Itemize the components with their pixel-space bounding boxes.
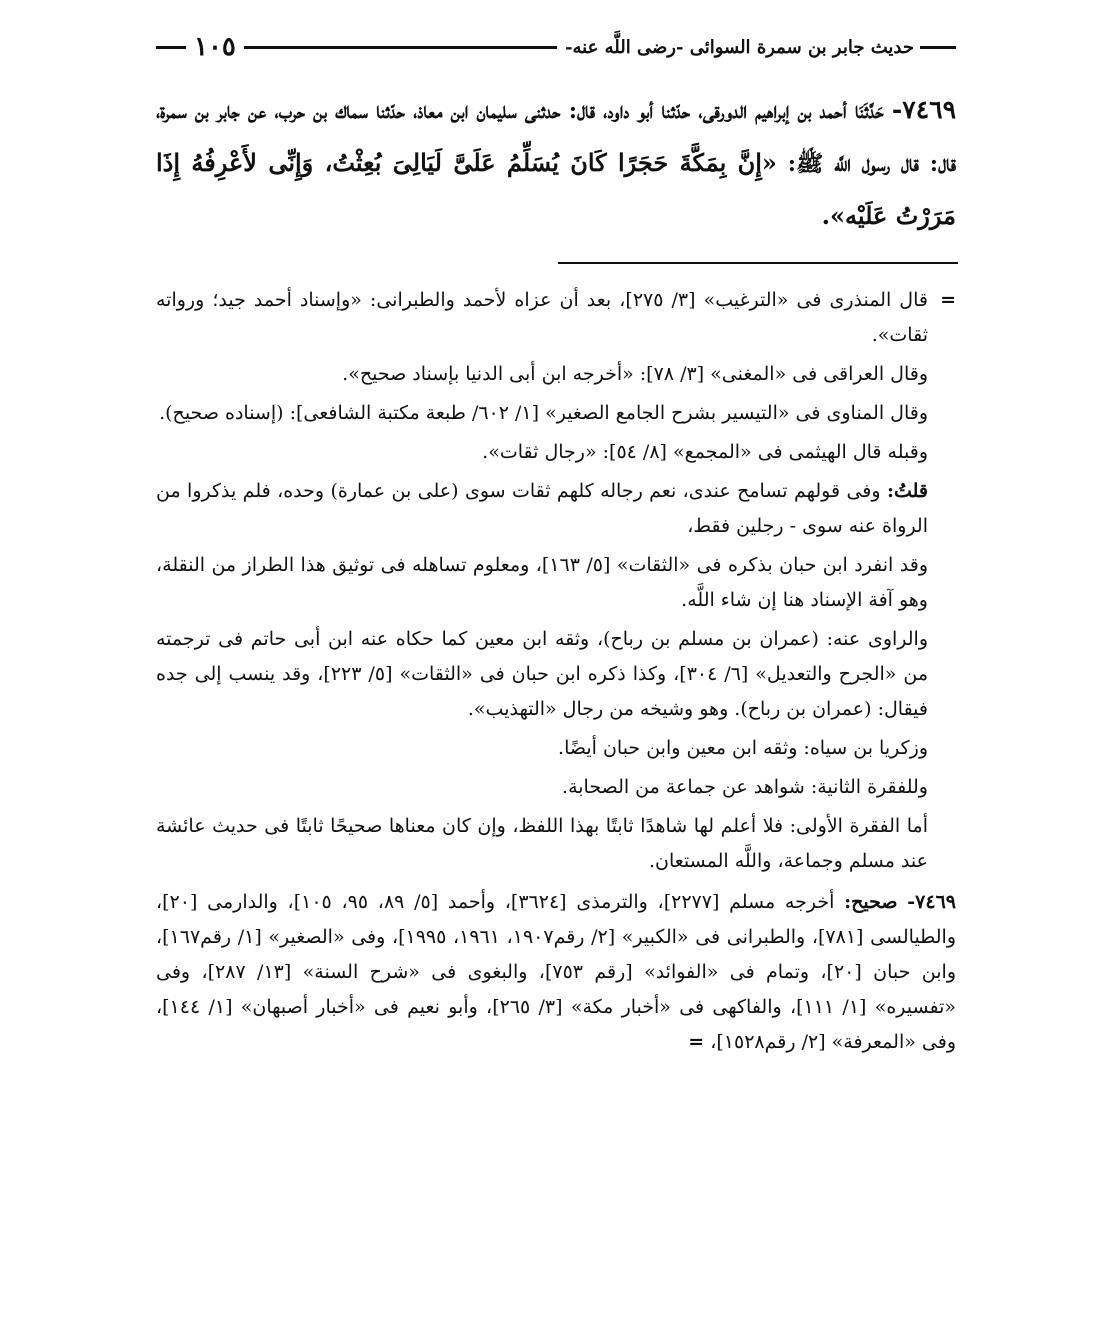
footnote-text: وقال المناوى فى «التيسير بشرح الجامع الصغير» [١/ ٦٠٢/ طبعة مكتبة الشافعى]: (إسناده صحيح). — [159, 402, 928, 424]
footnote-text: والراوى عنه: (عمران بن مسلم بن رباح)، وثقه ابن معين كما حكاه عنه ابن أبى حاتم فى ترجمته من «الجرح والتعديل» [٦/ ٣٠٤]، وكذا ذكره ابن حبان فى «الثقات» [٥/ ٢٢٣]، وقد ينسب إلى جده فيقال: (عمران بن رباح). وهو وشيخه من رجال «التهذيب». — [156, 628, 928, 720]
hadith-matn: «إِنَّ بِمَكَّةَ حَجَرًا كَانَ يُسَلِّمُ عَلَىَّ لَيَالِىَ بُعِثْتُ، وَإِنِّى لأَعْرِفُهُ إِذَا مَرَرْتُ عَلَيْه». — [156, 148, 956, 230]
footnote-paragraph — [156, 474, 956, 544]
footnote-paragraph — [156, 435, 956, 470]
takhrij-text: أخرجه مسلم [٢٢٧٧]، والترمذى [٣٦٢٤]، وأحمد [٥/ ٨٩، ٩٥، ١٠٥]، والدارمى [٢٠]، والطيالسى [٧٨١]، والطبرانى فى «الكبير» [٢/ رقم١٩٠٧، ١٩٦١، ١٩٩٥]، وفى «الصغير» [١/ رقم١٦٧]، وابن حبان [٢٠]، وتمام فى «الفوائد» [رقم ٧٥٣]، والبغوى فى «شرح السنة» [١٣/ ٢٨٧]، وفى «تفسيره» [١/ ١١١]، والفاكهى فى «أخبار مكة» [٣/ ٢٦٥]، وأبو نعيم فى «أخبار أصبهان» [١/ ١٤٤]، وفى «المعرفة» [٢/ رقم١٥٢٨]، — [156, 891, 957, 1053]
footnote-text: قال المنذرى فى «الترغيب» [٣/ ٢٧٥]، بعد أن عزاه لأحمد والطبرانى: «وإسناد أحمد جيد؛ ورواته ثقات». — [156, 289, 928, 346]
hadith-haddathana: حَدَّثَنَا — [854, 98, 884, 124]
qultu-lead: قلتُ: — [886, 480, 928, 502]
takhrij-paragraph — [156, 885, 956, 1060]
footnote-text: وللفقرة الثانية: شواهد عن جماعة من الصحابة. — [562, 776, 928, 798]
footnote-text: وقد انفرد ابن حبان بذكره فى «الثقات» [٥/ ١٦٣]، ومعلوم تساهله فى توثيق هذا الطراز من النقلة، وهو آفة الإسناد هنا إن شاء اللَّه. — [156, 554, 928, 611]
footnote-paragraph — [156, 283, 956, 353]
footnote-paragraph — [156, 770, 956, 805]
continuation-marker: = — [940, 289, 956, 311]
footnote-text: وفى قولهم تسامح عندى، نعم رجاله كلهم ثقات سوى (على بن عمارة) وحده، فلم يذكروا من الرواة عنه سوى - رجلين فقط، — [156, 480, 928, 537]
footnote-text: وقال العراقى فى «المغنى» [٣/ ٧٨]: «أخرجه ابن أبى الدنيا بإسناد صحيح». — [342, 363, 928, 385]
takhrij-grade: صحيح: — [844, 891, 898, 913]
footnote-separator — [558, 262, 958, 264]
running-header — [156, 30, 956, 64]
footnote-paragraph — [156, 548, 956, 618]
page-number: ١٠٥ — [194, 32, 236, 62]
hadith-text — [156, 84, 956, 243]
header-dash-right — [920, 46, 956, 49]
header-rule — [244, 46, 557, 49]
footnote-paragraph — [156, 622, 956, 727]
footnote-paragraph — [156, 357, 956, 392]
hadith-number: ٧٤٦٩- — [891, 95, 956, 124]
footnote-text: وزكريا بن سياه: وثقه ابن معين وابن حبان أيضًا. — [558, 737, 928, 759]
footnote-paragraph — [156, 396, 956, 431]
footnote-text: أما الفقرة الأولى: فلا أعلم لها شاهدًا ثابتًا بهذا اللفظ، وإن كان معناها صحيحًا ثابتًا فى حديث عائشة عند مسلم وجماعة، واللَّه المستعان. — [156, 815, 928, 872]
footnotes — [156, 283, 956, 1064]
takhrij-number: ٧٤٦٩- — [907, 891, 956, 913]
footnote-text: وقبله قال الهيثمى فى «المجمع» [٨/ ٥٤]: «رجال ثقات». — [482, 441, 928, 463]
header-title: حديث جابر بن سمرة السوائى -رضى اللَّه عنه- — [565, 36, 914, 58]
footnote-paragraph — [156, 731, 956, 766]
header-dash-left — [156, 46, 186, 49]
footnote-paragraph — [156, 809, 956, 879]
hadith-isnad: أحمد بن إبراهيم الدورقى، حدّثنا أبو داود، قال: حدثنى سليمان ابن معاذ، حدّثنا سماك بن حرب، عن جابر بن سمرة، قال: قال رسول اللَّه ﷺ: — [156, 98, 957, 177]
takhrij-continuation-marker: = — [688, 1031, 705, 1053]
